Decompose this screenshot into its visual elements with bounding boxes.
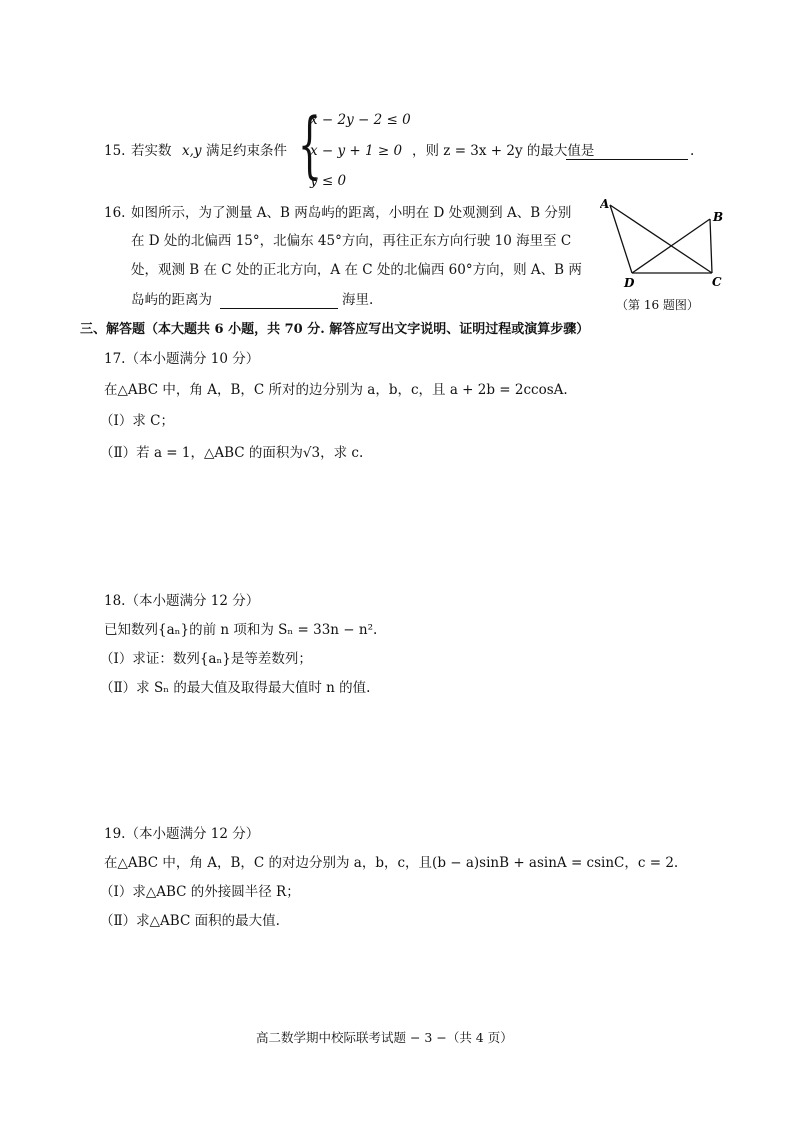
q15-variables: x,y — [182, 143, 202, 159]
segment-BC — [710, 219, 712, 273]
q16-answer-blank — [220, 292, 338, 309]
q15-answer-blank — [566, 143, 688, 160]
constraint-2: x − y + 1 ≥ 0 — [310, 143, 403, 159]
q16-line-4-end: 海里. — [342, 292, 374, 308]
label-D: D — [624, 276, 635, 290]
q17-heading: 17.（本小题满分 10 分） — [104, 351, 260, 367]
q18-part-2: （Ⅱ）求 Sₙ 的最大值及取得最大值时 n 的值. — [100, 680, 371, 696]
q16-number: 16. — [104, 205, 126, 221]
section-3-heading: 三、解答题（本大题共 6 小题，共 70 分. 解答应写出文字说明、证明过程或演算步骤） — [80, 322, 590, 337]
q16-figure — [600, 195, 730, 290]
label-C: C — [712, 275, 722, 289]
q16-line-3: 处，观测 B 在 C 处的正北方向，A 在 C 处的北偏西 60°方向，则 A、B 两 — [131, 262, 582, 278]
constraint-1: x − 2y − 2 ≤ 0 — [310, 112, 411, 128]
q17-stem: 在△ABC 中，角 A，B，C 所对的边分别为 a，b，c，且 a + 2b = 2ccosA. — [104, 382, 568, 398]
page-footer: 高二数学期中校际联考试题 − 3 −（共 4 页） — [256, 1030, 513, 1045]
segment-AC — [610, 205, 712, 273]
q18-stem: 已知数列{aₙ}的前 n 项和为 Sₙ = 33n − n². — [104, 622, 378, 638]
q15-tail-text: ，则 z = 3x + 2y 的最大值是 — [412, 143, 595, 159]
q16-line-1: 如图所示，为了测量 A、B 两岛屿的距离，小明在 D 处观测到 A、B 分别 — [131, 205, 572, 221]
q15-mid-text: 满足约束条件 — [206, 143, 287, 159]
q19-part-1: （Ⅰ）求△ABC 的外接圆半径 R； — [100, 884, 300, 900]
q19-heading: 19.（本小题满分 12 分） — [104, 826, 260, 842]
segment-AD — [610, 205, 632, 273]
q18-heading: 18.（本小题满分 12 分） — [104, 593, 260, 609]
q15-lead-text: 若实数 — [131, 143, 172, 159]
q15-number: 15. — [104, 143, 126, 159]
q16-line-4-start: 岛屿的距离为 — [131, 292, 212, 308]
q17-part-2: （Ⅱ）若 a = 1，△ABC 的面积为√3，求 c. — [100, 445, 364, 461]
label-B: B — [713, 210, 724, 224]
constraint-3: y ≤ 0 — [310, 173, 347, 189]
q17-part-1: （Ⅰ）求 C； — [100, 413, 174, 429]
q16-figure-caption: （第 16 题图） — [616, 298, 699, 312]
q19-stem: 在△ABC 中，角 A，B，C 的对边分别为 a，b，c，且(b − a)sinB + asinA = csinC，c = 2. — [104, 855, 679, 871]
q19-part-2: （Ⅱ）求△ABC 面积的最大值. — [100, 913, 280, 929]
q16-line-2: 在 D 处的北偏西 15°，北偏东 45°方向，再往正东方向行驶 10 海里至 C — [131, 233, 572, 249]
label-A: A — [600, 197, 610, 211]
q18-part-1: （Ⅰ）求证：数列{aₙ}是等差数列； — [100, 651, 312, 667]
q15-end: . — [690, 143, 695, 159]
constraint-brace: { — [298, 102, 321, 186]
